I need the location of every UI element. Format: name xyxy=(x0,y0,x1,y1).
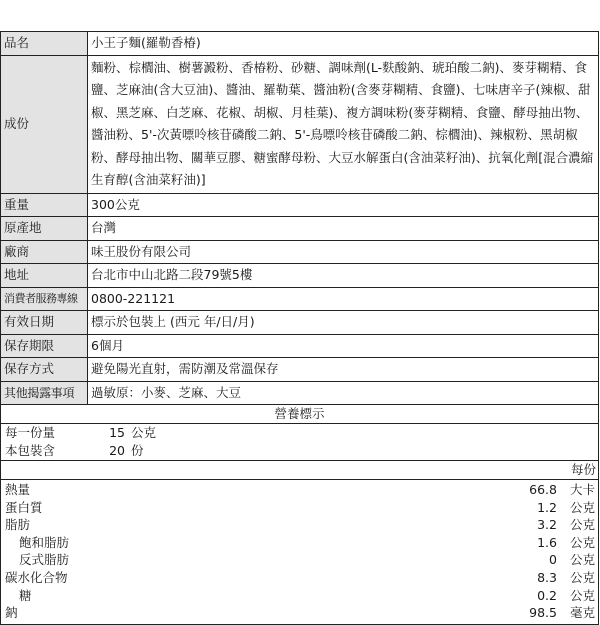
nutrient-value: 0.2 xyxy=(537,587,557,603)
serving-size-value: 15 xyxy=(109,425,125,440)
nutrient-value: 8.3 xyxy=(537,569,557,585)
row-service-hotline xyxy=(1,287,599,311)
product-info-table xyxy=(1,32,599,405)
nutrient-unit: 大卡 xyxy=(569,482,595,497)
nutrient-value: 3.2 xyxy=(537,517,557,533)
nutrient-value: 66.8 xyxy=(529,482,557,497)
label-expiry-date: 有效日期 xyxy=(1,311,88,335)
label-other-disclosures: 其他揭露事項 xyxy=(1,381,88,405)
value-product-name: 小王子麵(羅勒香椿) xyxy=(88,32,599,55)
label-manufacturer: 廠商 xyxy=(1,240,88,264)
row-address xyxy=(1,264,599,288)
servings-unit: 份 xyxy=(131,443,144,458)
row-weight xyxy=(1,193,599,217)
row-origin xyxy=(1,217,599,241)
servings-label: 本包裝含 xyxy=(5,443,56,458)
nutrient-unit: 公克 xyxy=(569,569,595,585)
nutrient-unit: 毫克 xyxy=(569,605,595,621)
value-service-hotline: 0800-221121 xyxy=(88,287,599,311)
nutrient-unit: 公克 xyxy=(569,499,595,515)
nutrient-name: 脂肪 xyxy=(5,517,31,533)
servings-value: 20 xyxy=(109,443,125,458)
label-address: 地址 xyxy=(1,264,88,288)
label-ingredients: 成份 xyxy=(1,55,88,193)
label-product-name: 品名 xyxy=(1,32,88,55)
row-expiry-date xyxy=(1,311,599,335)
row-other-disclosures xyxy=(1,381,599,405)
row-storage xyxy=(1,358,599,382)
value-expiry-date: 標示於包裝上 (西元 年/日/月) xyxy=(88,311,599,335)
value-weight: 300公克 xyxy=(88,193,599,217)
value-origin: 台灣 xyxy=(88,217,599,241)
row-manufacturer xyxy=(1,240,599,264)
nutrient-value: 0 xyxy=(549,552,557,568)
nutrient-unit: 公克 xyxy=(569,552,595,568)
label-origin: 原產地 xyxy=(1,217,88,241)
value-manufacturer: 味王股份有限公司 xyxy=(88,240,599,264)
label-weight: 重量 xyxy=(1,193,88,217)
nutrient-value: 1.2 xyxy=(537,499,557,515)
nutrient-unit: 公克 xyxy=(569,534,595,550)
per-serving-header: 每份 xyxy=(1,461,599,480)
label-service-hotline: 消費者服務專線 xyxy=(1,287,88,311)
nutrient-name: 鈉 xyxy=(5,605,18,621)
nutrient-row-protein xyxy=(1,499,598,517)
nutrient-row-saturated-fat xyxy=(1,534,598,552)
nutrition-title: 營養標示 xyxy=(1,405,599,424)
nutrient-name: 碳水化合物 xyxy=(5,569,68,585)
nutrient-row-energy xyxy=(1,481,598,499)
servings-per-package-line xyxy=(5,442,594,460)
nutrient-value: 98.5 xyxy=(529,605,557,621)
nutrient-name: 熱量 xyxy=(5,482,31,497)
nutrient-row-carbohydrate xyxy=(1,569,598,587)
nutrient-value: 1.6 xyxy=(537,534,557,550)
serving-size-label: 每一份量 xyxy=(5,425,56,440)
nutrient-name: 糖 xyxy=(19,587,32,603)
label-shelf-life: 保存期限 xyxy=(1,334,88,358)
nutrient-row-trans-fat xyxy=(1,551,598,569)
nutrient-unit: 公克 xyxy=(569,517,595,533)
nutrient-unit: 公克 xyxy=(569,587,595,603)
row-shelf-life xyxy=(1,334,599,358)
row-ingredients xyxy=(1,55,599,193)
nutrition-serving-info xyxy=(1,424,599,461)
row-product-name xyxy=(1,32,599,55)
value-address: 台北市中山北路二段79號5樓 xyxy=(88,264,599,288)
product-spec-sheet xyxy=(0,31,599,625)
serving-size-unit: 公克 xyxy=(131,425,157,440)
value-shelf-life: 6個月 xyxy=(88,334,599,358)
nutrient-name: 蛋白質 xyxy=(5,499,43,515)
value-storage: 避免陽光直射，需防潮及常溫保存 xyxy=(88,358,599,382)
value-other-disclosures: 過敏原：小麥、芝麻、大豆 xyxy=(88,381,599,405)
label-storage: 保存方式 xyxy=(1,358,88,382)
value-ingredients: 麵粉、棕櫚油、樹薯澱粉、香椿粉、砂糖、調味劑(L-麩酸鈉、琥珀酸二鈉)、麥芽糊精、食鹽、芝麻油(含大豆油)、醬油、羅勒葉、醬油粉(含麥芽糊精、食鹽)、七味唐辛子(辣椒、甜椒、黑芝麻、白芝麻、花椒、胡椒、月桂葉)、複方調味粉(麥芽糊精、食鹽、酵母抽出物、醬油粉、5'-次黃嘌呤核苷磷酸二鈉、5'-鳥嘌呤核苷磷酸二鈉、棕櫚油)、辣椒粉、黑胡椒粉、酵母抽出物、關華豆膠、糖蜜酵母粉、大豆水解蛋白(含油菜籽油)、抗氧化劑[混合濃縮生育醇(含油菜籽油)] xyxy=(88,55,599,193)
nutrient-row-sodium xyxy=(1,604,598,622)
serving-size-line xyxy=(5,424,594,442)
nutrition-list xyxy=(1,480,599,625)
nutrient-row-fat xyxy=(1,516,598,534)
nutrient-name: 飽和脂肪 xyxy=(19,534,70,550)
nutrient-name: 反式脂肪 xyxy=(19,552,70,568)
nutrient-row-sugar xyxy=(1,587,598,605)
